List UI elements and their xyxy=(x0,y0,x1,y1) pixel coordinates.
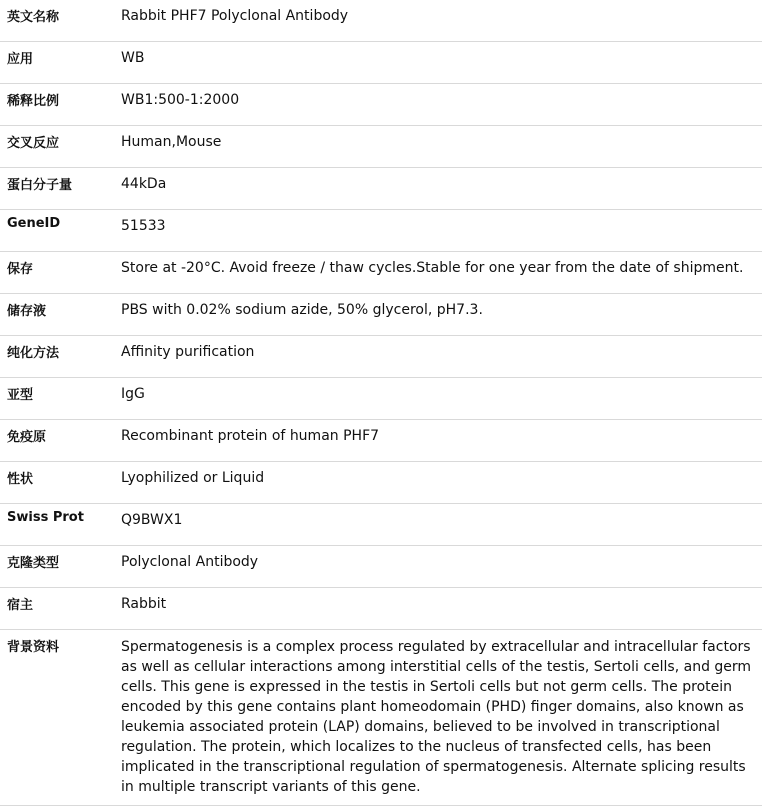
key-host: 宿主 xyxy=(0,588,114,630)
row-immunogen xyxy=(0,420,762,462)
key-storage: 保存 xyxy=(0,252,114,294)
row-background xyxy=(0,630,762,806)
key-purification: 纯化方法 xyxy=(0,336,114,378)
row-isotype xyxy=(0,378,762,420)
value-swiss-prot: Q9BWX1 xyxy=(114,504,762,546)
row-swiss-prot xyxy=(0,504,762,546)
key-swiss-prot: Swiss Prot xyxy=(0,504,114,546)
row-clonality xyxy=(0,546,762,588)
value-application: WB xyxy=(114,42,762,84)
value-buffer: PBS with 0.02% sodium azide, 50% glycerol, pH7.3. xyxy=(114,294,762,336)
key-buffer: 储存液 xyxy=(0,294,114,336)
value-dilution: WB1:500-1:2000 xyxy=(114,84,762,126)
key-background: 背景资料 xyxy=(0,630,114,806)
row-buffer xyxy=(0,294,762,336)
row-english-name xyxy=(0,0,762,42)
value-cross-reactivity: Human,Mouse xyxy=(114,126,762,168)
row-purification xyxy=(0,336,762,378)
key-form: 性状 xyxy=(0,462,114,504)
key-cross-reactivity: 交叉反应 xyxy=(0,126,114,168)
row-form xyxy=(0,462,762,504)
value-english-name: Rabbit PHF7 Polyclonal Antibody xyxy=(114,0,762,42)
key-molecular-weight: 蛋白分子量 xyxy=(0,168,114,210)
value-molecular-weight: 44kDa xyxy=(114,168,762,210)
row-dilution xyxy=(0,84,762,126)
value-purification: Affinity purification xyxy=(114,336,762,378)
value-host: Rabbit xyxy=(114,588,762,630)
row-host xyxy=(0,588,762,630)
key-dilution: 稀释比例 xyxy=(0,84,114,126)
key-gene-id: GeneID xyxy=(0,210,114,252)
value-immunogen: Recombinant protein of human PHF7 xyxy=(114,420,762,462)
value-form: Lyophilized or Liquid xyxy=(114,462,762,504)
key-english-name: 英文名称 xyxy=(0,0,114,42)
value-background: Spermatogenesis is a complex process regulated by extracellular and intracellular factors as well as cellular interactions among interstitial cells of the testis, Sertoli cells, and germ cells. This gene is expressed in the testis in Sertoli cells but not germ cells. The protein encoded by this gene contains plant homeodomain (PHD) finger domains, also known as leukemia associated protein (LAP) domains, believed to be involved in transcriptional regulation. The protein, which localizes to the nucleus of transfected cells, has been implicated in the transcriptional regulation of spermatogenesis. Alternate splicing results in multiple transcript variants of this gene. xyxy=(114,630,762,806)
row-gene-id xyxy=(0,210,762,252)
key-isotype: 亚型 xyxy=(0,378,114,420)
value-clonality: Polyclonal Antibody xyxy=(114,546,762,588)
row-storage xyxy=(0,252,762,294)
key-immunogen: 免疫原 xyxy=(0,420,114,462)
value-gene-id: 51533 xyxy=(114,210,762,252)
key-clonality: 克隆类型 xyxy=(0,546,114,588)
row-cross-reactivity xyxy=(0,126,762,168)
row-application xyxy=(0,42,762,84)
value-storage: Store at -20°C. Avoid freeze / thaw cycles.Stable for one year from the date of shipment. xyxy=(114,252,762,294)
row-molecular-weight xyxy=(0,168,762,210)
key-application: 应用 xyxy=(0,42,114,84)
value-isotype: IgG xyxy=(114,378,762,420)
